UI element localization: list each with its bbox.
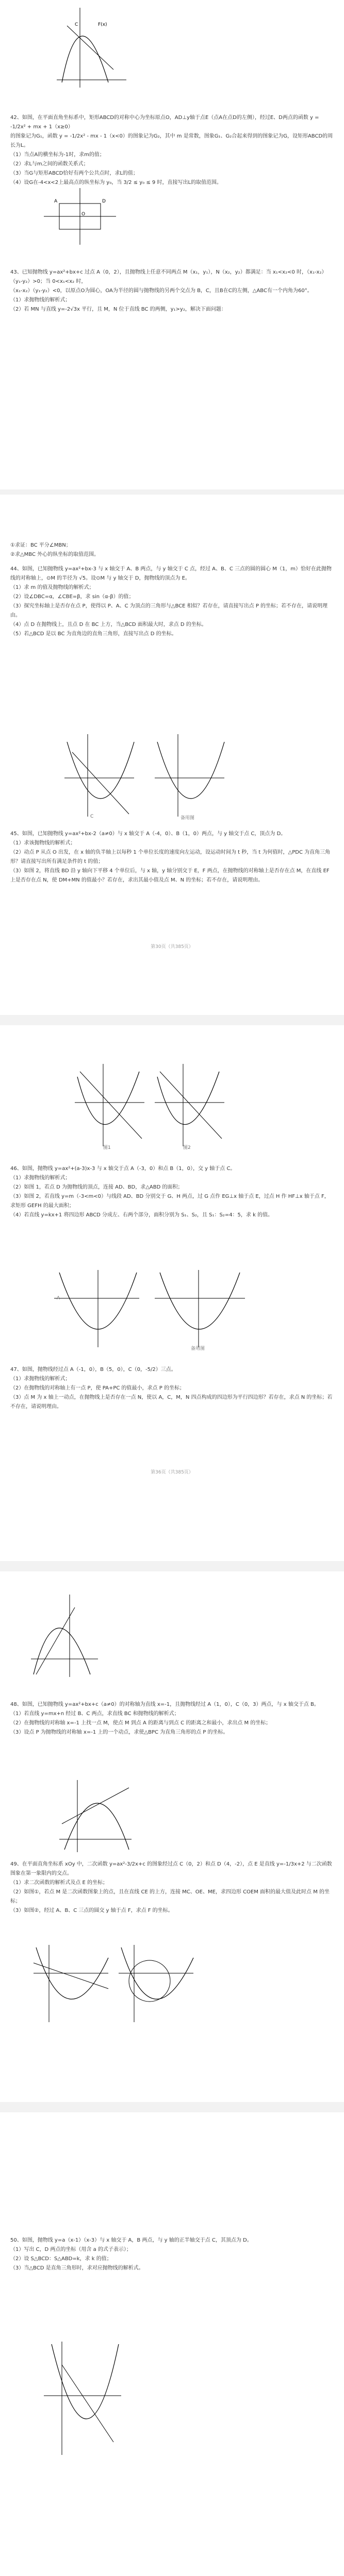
- q41-graph: [52, 5, 129, 90]
- q47-item1: （1）求抛物线的解析式；: [10, 1376, 71, 1382]
- q42-figure: [41, 185, 119, 247]
- q44-item4: （4）点 D 在抛物线上，且点 D 在 BC 上方，当△BCD 面积最大时，求点 D 的坐标。: [10, 622, 207, 628]
- q46-item1: （1）求抛物线的解析式；: [10, 1175, 71, 1181]
- q49-graphs: [31, 1942, 196, 2025]
- q48-para1: 48、如图，已知抛物线 y=ax²+bx+c（a≠0）的对称轴为直线 x=-1，且抛物线经过 A（1，0），C（0，3）两点，与 x 轴交于点 B。: [10, 1702, 319, 1707]
- q42-para1: 42、如图，在平面直角坐标系中，矩形ABCD的对称中心为坐标原点O，AD⊥y轴于点E（点A在点D的左侧），经过E、D两点的函数 y = -1/2x² + mx + 1（x≥0）: [10, 115, 319, 130]
- q50-graph: [41, 2339, 124, 2458]
- q49-figure: [31, 1942, 196, 2025]
- q46-para1: 46、如图，抛物线 y=ax²+(a-3)x-3 与 x 轴交于点 A（-3，0）和点 B（1，0），交 y 轴于点 C。: [10, 1166, 236, 1172]
- q44-item2: （2）设∠DBC=α，∠CBE=β，求 sin（α-β）的值；: [10, 594, 134, 600]
- q48-figure-2: [57, 1777, 134, 1855]
- svg-text:A: A: [54, 199, 58, 204]
- q48-figure: [28, 1592, 101, 1680]
- q45-item1: （1）求该抛物线的解析式；: [10, 840, 76, 846]
- q46-caption-3: A: [57, 1296, 60, 1301]
- q42-item2: （2）求L与m之间的函数关系式；: [10, 161, 89, 167]
- q50-item1: （1）写出 C，D 两点的坐标（用含 a 的式子表示）；: [10, 2247, 132, 2252]
- page-5: [0, 2112, 344, 2576]
- page-2: [0, 495, 344, 1015]
- q42-item1: （1）当点A的横坐标为-1时，求m的值；: [10, 152, 105, 158]
- q41-figure: [52, 5, 129, 90]
- q43-item2: （2）若 MN 与直线 y=-2√3x 平行，且 M，N 位于直线 BC 的两侧，y₁>y₂，解决下面问题：: [10, 307, 226, 312]
- q46-figure-top: [72, 1061, 227, 1149]
- q48-item1: （1）若直线 y=mx+n 经过 B、C 两点，求直线 BC 和抛物线的解析式；: [10, 1711, 179, 1717]
- page-4: [0, 1571, 344, 2102]
- q45-item3: （3）如图 2，将直线 BD 沿 y 轴向下平移 4 个单位后，与 x 轴，y 轴分别交于 E，F 两点，在抛物线的对称轴上是否存在点 M，在直线 EF 上是否存在点 N，使 DM+MN 的值最小？若存在，求出其最小值及点 M、N 的坐标；若不存在，请说明理由。: [10, 868, 330, 883]
- q43-item4: ②求△MBC 外心的纵坐标的取值范围。: [10, 552, 100, 557]
- q44-item3: （3）探究坐标轴上是否存在点 P，使得以 P、A、C 为顶点的三角形与△BCE 相似？若存在，请直接写出点 P 的坐标；若不存在，请说明理由。: [10, 603, 328, 618]
- q50-para1: 50、如图，抛物线 y=a（x-1）（x-3）与 x 轴交于 A，B 两点，与 y 轴的正半轴交于点 C，其顶点为 D。: [10, 2238, 252, 2243]
- q50-item3: （3）当△BCD 是直角三角形时，求对应抛物线的解析式。: [10, 2265, 144, 2271]
- q44-figure: [62, 732, 227, 819]
- q42-para2: 的图象记为G₁，函数 y = -1/2x² - mx - 1（x<0）的图象记为G₂，其中 m 是常数，图象G₁、G₂合起来得到的图象记为G，设矩形ABCD的周长为L。: [10, 133, 333, 148]
- q44-graphs: [62, 732, 227, 819]
- q43-item1: （1）求抛物线的解析式；: [10, 297, 71, 303]
- q49-item3: （3）如图②，经过 A、B、C 三点的圆交 y 轴于点 F，求点 F 的坐标。: [10, 1908, 173, 1913]
- page-2-footer: 第30页（共385页）: [151, 944, 193, 950]
- q44-caption-left: C: [90, 814, 94, 819]
- q46-graphs-top: [72, 1061, 227, 1149]
- q42-item4: （4）设G在-4<x<2上最高点的纵坐标为 y₀，当 3/2 ≤ y₀ ≤ 9 时，直接写出L的取值范围。: [10, 180, 222, 185]
- q49-item2: （2）如图①，若点 M 是二次函数图象上的点，且在直线 CE 的上方，连接 MC、OE、ME，求四边形 COEM 面积的最大值及此时点 M 的坐标；: [10, 1889, 330, 1904]
- svg-text:D: D: [102, 199, 106, 204]
- q49-item1: （1）求二次函数的解析式及点 E 的坐标；: [10, 1880, 108, 1886]
- q44-item5: （5）若△BCD 是以 BC 为直角边的直角三角形，直接写出点 D 的坐标。: [10, 631, 177, 637]
- page-1: [0, 0, 344, 489]
- q45-item2: （2）动点 P 从点 O 出发，在 x 轴的负半轴上以每秒 1 个单位长度的速度向左运动，设运动时间为 t 秒，当 t 为何值时，△PDC 为直角三角形？请直接写出所有满足条件的 t 的值；: [10, 850, 331, 865]
- q42-rectangle-graph: [41, 185, 119, 247]
- q46-caption-1: 图1: [103, 1145, 111, 1150]
- q43-para1: 43、已知抛物线 y=ax²+bx+c 过点 A（0，2），且抛物线上任意不同两点 M（x₁，y₁），N（x₂，y₂）都满足：当 x₁<x₂<0 时，（x₁-x₂）（y₁-y₂）>0；当 0<x₁<x₂ 时，: [10, 269, 327, 284]
- q47-item2: （2）在抛物线的对称轴上有一点 P，使 PA+PC 的值最小，求点 P 的坐标；: [10, 1385, 185, 1391]
- q50-figure: [41, 2339, 124, 2458]
- svg-text:C: C: [75, 22, 78, 27]
- q43-para2: （x₁-x₂）（y₁-y₂）<0，以原点O为圆心，OA为半径的圆与抛物线的另两个交点为 B，C，且B在C的左侧，△ABC有一个内角为60°。: [10, 288, 313, 294]
- q48-graph: [28, 1592, 101, 1680]
- q46-graphs-bottom: [52, 1267, 248, 1350]
- q48-item2: （2）在抛物线的对称轴 x=-1 上找一点 M，使点 M 到点 A 的距离与到点 C 的距离之和最小，求出点 M 的坐标；: [10, 1720, 271, 1726]
- svg-text:O: O: [81, 212, 86, 217]
- q48-graph-2: [57, 1777, 134, 1855]
- q47-item3: （3）点 M 为 x 轴上一动点，在抛物线上是否存在一点 N，使以 A，C，M，N 四点构成的四边形为平行四边形？若存在，求点 N 的坐标；若不存在，请说明理由。: [10, 1395, 333, 1410]
- q46-caption-2: 图2: [183, 1145, 191, 1150]
- q44-caption-right: 备用图: [181, 816, 195, 821]
- q43-item3: ①求证：BC 平分∠MBN；: [10, 543, 71, 548]
- q46-item4: （4）若直线 y=kx+1 将四边形 ABCD 分成左、右两个部分，面积分别为 S₁、S₂，且 S₁：S₂=4：5，求 k 的值。: [10, 1212, 273, 1218]
- q48-item3: （3）设点 P 为抛物线的对称轴 x=-1 上的一个动点，求使△BPC 为直角三角形的点 P 的坐标。: [10, 1730, 228, 1735]
- q46-item3: （3）如图 2，若直线 y=m（-3<m<0）与线段 AD、BD 分别交于 G、H 两点，过 G 点作 EG⊥x 轴于点 E，过点 H 作 HF⊥x 轴于点 F，求矩形 GEFH 的最大面积；: [10, 1194, 330, 1209]
- svg-text:F(x): F(x): [98, 22, 107, 27]
- q49-para1: 49、在平面直角坐标系 xOy 中，二次函数 y=ax²-3/2x+c 的图象经过点 C（0，2）和点 D（4，-2），点 E 是直线 y=-1/3x+2 与二次函数图象在第一象限内的交点。: [10, 1861, 332, 1876]
- page-3: [0, 1025, 344, 1561]
- q46-item2: （2）如图 1，若点 D 为抛物线的顶点，连接 AD、BD，求△ABD 的面积；: [10, 1184, 183, 1190]
- q44-item1: （1）求 m 的值及抛物线的解析式；: [10, 585, 94, 590]
- q46-figure-bottom: [52, 1267, 248, 1350]
- q50-item2: （2）设 S△BCD：S△ABD=k，求 k 的值；: [10, 2256, 112, 2262]
- q45-para1: 45、如图，已知抛物线 y=ax²+bx-2（a≠0）与 x 轴交于 A（-4，0）、B（1，0）两点，与 y 轴交于点 C，顶点为 D。: [10, 831, 286, 837]
- page-3-footer: 第36页（共385页）: [151, 1470, 193, 1475]
- q46-caption-4: 备用图: [191, 1346, 205, 1351]
- q44-para1: 44、如图，已知抛物线 y=ax²+bx-3 与 x 轴交于 A、B 两点，与 y 轴交于 C 点，经过 A、B、C 三点的圆的圆心 M（1，m）恰好在此抛物线的对称轴上，⊙M 的半径为 √5。设⊙M 与 y 轴交于 D，抛物线的顶点为 E。: [10, 566, 332, 581]
- q47-para1: 47、如图，抛物线经过点 A（-1，0），B（5，0），C（0，-5/2）三点。: [10, 1367, 176, 1372]
- q42-item3: （3）当G与矩形ABCD恰好有两个公共点时，求L的值；: [10, 171, 138, 176]
